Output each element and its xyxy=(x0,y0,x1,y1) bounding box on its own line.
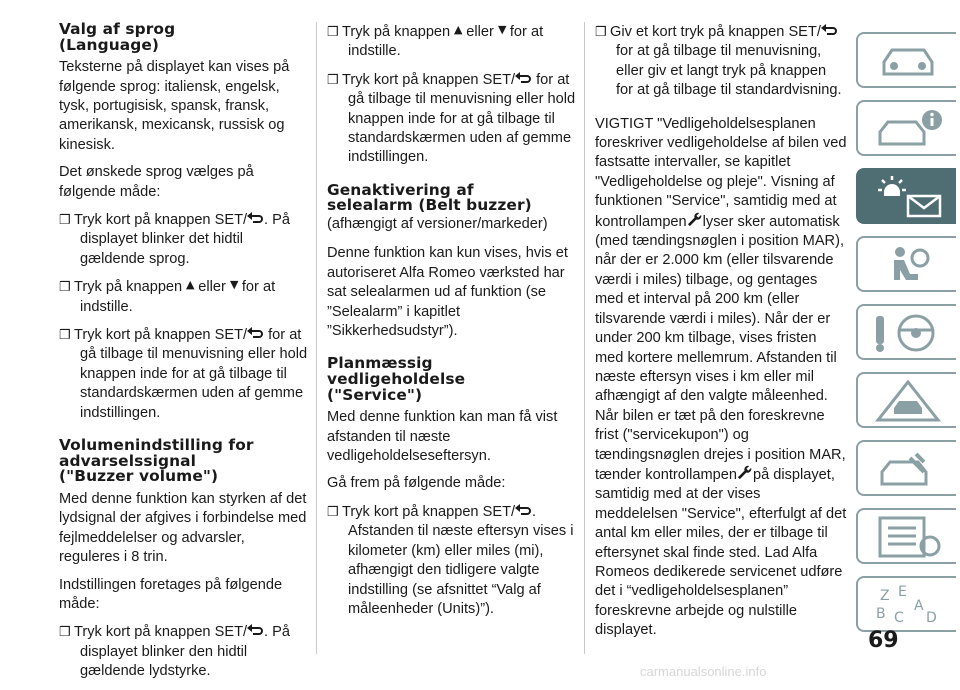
airbag-person-icon xyxy=(870,244,946,286)
list-item: ❒ Tryk kort på knappen SET/ . På displayet blinker den hidtil gældende lydstyrke. xyxy=(59,624,291,680)
checkbox-bullet-icon: ❒ xyxy=(59,624,71,640)
down-arrow-icon xyxy=(230,279,242,292)
list-item: ❒ Tryk på knappen eller for at indstille. xyxy=(327,24,544,60)
checkbox-bullet-icon: ❒ xyxy=(327,503,339,519)
checkbox-bullet-icon: ❒ xyxy=(59,279,71,295)
return-arrow-icon xyxy=(515,72,532,85)
paragraph-important: VIGTIGT "Vedligeholdelsesplanen foreskriver vedligeholdelse af bilen ved fastsatte intervaller, se kapitlet "Vedligeholdelse og pleje". Visning af funktionen "Service", samtidig med at kontrollampen lyser sker automatisk (med tændingsnøglen i position MAR), når der er 2.000 km (eller tilsvarende værdi i miles) tilbage, og gentages med et interval på 200 km (eller tilsvarende værdi i miles). Når der er under 200 km tilbage, vises fristen med kortere mellemrum. Afstanden til næste eftersyn vises i km eller mil afhængigt af den valgte måleenhed. Når bilen er tæt på den foreskrevne frist ("servicekupon") og tændingsnøglen drejes i position MAR, tænder kontrollampen på displayet, samtidig med at der vises meddelelsen "Service", efterfulgt af det antal km eller miles, der er tilbage til eftersynet skal finde sted. Lad Alfa Romeos dedikerede servicenet udføre det i “vedligeholdelsesplanen” foreskrevne arbejde og nulstille displayet. xyxy=(595,115,847,639)
checkbox-bullet-icon: ❒ xyxy=(327,71,339,87)
return-arrow-icon xyxy=(247,624,264,637)
tab-technical-data[interactable] xyxy=(856,508,956,564)
return-arrow-icon xyxy=(247,327,264,340)
heading-belt-buzzer: Genaktivering af selealarm (Belt buzzer) xyxy=(327,180,532,215)
list-item: ❒ Tryk kort på knappen SET/ . Afstanden til næste eftersyn vises i kilometer (km) eller miles (mi), afhængigt den tidligere valgte indstilling (se afsnittet “Valg af måleenheder (Units)”). xyxy=(327,503,574,617)
list-item: ❒ Tryk kort på knappen SET/ . På displayet blinker det hidtil gældende sprog. xyxy=(59,212,291,267)
list-item: ❒ Giv et kort tryk på knappen SET/ for at gå tilbage til menuvisning, eller giv et langt tryk på knappen for at gå tilbage til standardvisning. xyxy=(595,24,842,99)
car-maintenance-icon xyxy=(870,448,946,490)
up-arrow-icon xyxy=(454,24,466,37)
tab-dashboard[interactable] xyxy=(856,32,956,88)
list-item: ❒ Tryk kort på knappen SET/ for at gå tilbage til menuvisning eller hold knappen inde for at gå tilbage til standardskærmen uden af gemme indstillingen. xyxy=(59,327,308,421)
technical-data-list-icon xyxy=(870,516,946,558)
tab-emergency[interactable] xyxy=(856,372,956,428)
list-item: ❒ Tryk på knappen eller for at indstille. xyxy=(59,279,276,315)
steering-wheel-key-icon xyxy=(870,312,946,354)
svg-text:A: A xyxy=(914,598,924,614)
svg-text:E: E xyxy=(898,584,907,600)
return-arrow-icon xyxy=(821,24,838,37)
subtitle: (afhængigt af versioner/markeder) xyxy=(327,216,548,233)
heading-language: Valg af sprog (Language) xyxy=(59,20,176,54)
paragraph: Teksterne på displayet kan vises på følgende sprog: italiensk, engelsk, tysk, portugisisk, spansk, fransk, amerikansk, mexicansk, russisk og kinesisk. xyxy=(59,59,290,153)
svg-text:B: B xyxy=(876,606,886,622)
heading-buzzer-volume: Volumenindstilling for advarselssignal ("Buzzer volume") xyxy=(59,436,254,486)
car-info-icon xyxy=(870,108,946,150)
watermark: carmanualsonline.info xyxy=(640,664,767,679)
paragraph: Denne funktion kan kun vises, hvis et autoriseret Alfa Romeo værksted har sat selealarmen ud af funktion (se ”Selealarm” i kapitlet ”Sikkerhedsudstyr”). xyxy=(327,245,568,340)
wrench-icon xyxy=(687,212,703,228)
paragraph: Indstillingen foretages på følgende måde: xyxy=(59,576,283,612)
column-divider xyxy=(316,22,317,654)
checkbox-bullet-icon: ❒ xyxy=(59,327,71,343)
paragraph: Med denne funktion kan man få vist afstanden til næste vedligeholdelseseftersyn. xyxy=(327,409,558,465)
checkbox-bullet-icon: ❒ xyxy=(59,212,71,228)
warning-light-envelope-icon xyxy=(870,176,946,218)
tab-warning-lights[interactable] xyxy=(856,168,956,224)
wrench-icon xyxy=(737,465,753,481)
up-arrow-icon xyxy=(186,279,198,292)
car-dashboard-icon xyxy=(870,40,946,82)
column-divider xyxy=(584,22,585,654)
down-arrow-icon xyxy=(498,24,510,37)
paragraph: Det ønskede sprog vælges på følgende måde: xyxy=(59,164,254,200)
heading-service: Planmæssig vedligeholdelse ("Service") xyxy=(327,354,466,404)
tab-starting-driving[interactable] xyxy=(856,304,956,360)
svg-text:C: C xyxy=(894,610,904,626)
paragraph: Gå frem på følgende måde: xyxy=(327,475,506,492)
tab-safety[interactable] xyxy=(856,236,956,292)
car-breakdown-icon xyxy=(870,380,946,422)
tab-car-info[interactable] xyxy=(856,100,956,156)
svg-text:D: D xyxy=(926,610,937,626)
column-left xyxy=(59,22,309,690)
tab-maintenance[interactable] xyxy=(856,440,956,496)
svg-text:Z: Z xyxy=(880,588,890,604)
checkbox-bullet-icon: ❒ xyxy=(327,24,339,39)
checkbox-bullet-icon: ❒ xyxy=(595,24,607,39)
alphabetical-index-icon xyxy=(870,584,946,626)
return-arrow-icon xyxy=(247,212,264,225)
column-right xyxy=(595,22,847,649)
list-item: ❒ Tryk kort på knappen SET/ for at gå tilbage til menuvisning eller hold knappen inde for at gå tilbage til standardskærmen uden af gemme indstillingen. xyxy=(327,71,576,166)
page-number: 69 xyxy=(868,628,899,653)
tab-index[interactable] xyxy=(856,576,956,632)
column-middle xyxy=(327,22,577,627)
paragraph: Med denne funktion kan styrken af det lydsignal der afgives i forbindelse med fejlmeddelelser og advarsler, reguleres i 8 trin. xyxy=(59,490,307,566)
return-arrow-icon xyxy=(515,504,532,517)
